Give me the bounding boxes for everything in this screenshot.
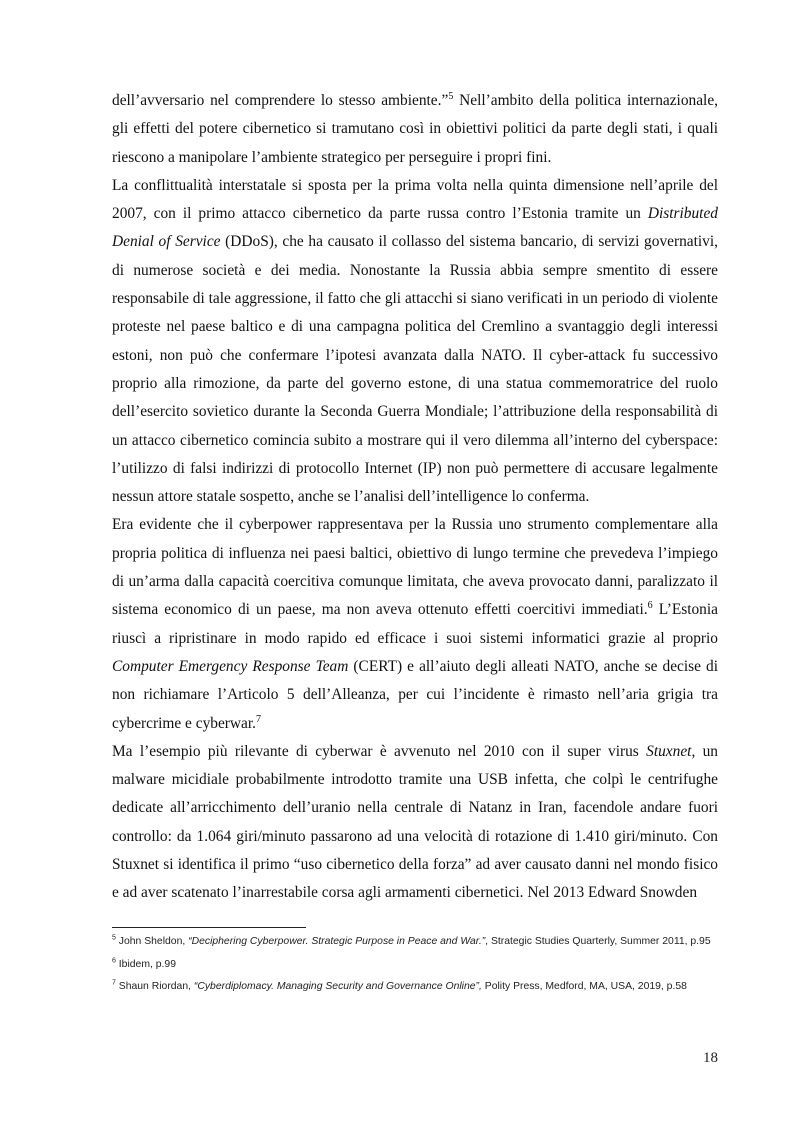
italic-text: “Deciphering Cyberpower. Strategic Purpose in Peace and War.” [188, 936, 486, 947]
italic-text: Stuxnet [646, 742, 692, 760]
footnote [112, 935, 718, 950]
text-run: Era evidente che il cyberpower rappresentava per la Russia uno strumento complementare alla propria politica di influenza nei paesi baltici, obiettivo di lungo termine che prevedeva l’impiego di un’arma dalla capacità coercitiva comunque limitata, che aveva provocato danni, paralizzato il sistema economico di un paese, ma non aveva ottenuto effetti coercitivi immediati. [112, 516, 718, 619]
footnote-marker: 5 [112, 934, 116, 942]
footnote-separator [112, 927, 306, 928]
paragraph [112, 738, 718, 908]
text-run: (CERT) e all’aiuto degli alleati NATO, anche se decise di non richiamare l’Articolo 5 dell’Alleanza, per cui l’incidente è rimasto nell’aria grigia tra cybercrime e cyberwar. [112, 657, 719, 732]
footnote-marker: 7 [112, 979, 116, 987]
paragraph [112, 172, 718, 512]
italic-text: “Cyberdiplomacy. Managing Security and Governance Online”, [193, 981, 482, 992]
text-run: La conflittualità interstatale si sposta per la prima volta nella quinta dimensione nell’aprile del 2007, con il primo attacco cibernetico da parte russa contro l’Estonia tramite un [112, 176, 718, 223]
paragraph [112, 511, 718, 737]
footnote [112, 980, 718, 995]
footnote-marker: 6 [112, 957, 116, 965]
text-run: (DDoS), che ha causato il collasso del sistema bancario, di servizi governativi, di numerose società e dei media. Nonostante la Russia abbia sempre smentito di essere responsabile di tale aggressione, il fatto che gli attacchi si siano verificati in un periodo di violente proteste nel paese baltico e di una campagna politica del Cremlino a svantaggio degli interessi estoni, non può che confermare l’ipotesi avanzata dalla NATO. Il cyber-attack fu successivo proprio alla rimozione, da parte del governo estone, di una statua commemoratrice del ruolo dell’esercito sovietico durante la Seconda Guerra Mondiale; l’attribuzione della responsabilità di un attacco cibernetico comincia subito a mostrare qui il vero dilemma all’interno del cyberspace: l’utilizzo di falsi indirizzi di protocollo Internet (IP) non può permettere di accusare legalmente nessun attore statale sospetto, anche se l’analisi dell’intelligence lo conferma. [112, 233, 718, 506]
footnote-marker: 7 [256, 713, 261, 725]
body-text [112, 87, 718, 908]
text-run: , Strategic Studies Quarterly, Summer 2011, p.95 [485, 936, 711, 947]
text-run: Polity Press, Medford, MA, USA, 2019, p.58 [481, 981, 687, 992]
text-run: Shaun Riordan, [115, 981, 194, 992]
text-run: L’Estonia riuscì a ripristinare in modo rapido ed efficace i suoi sistemi informatici grazie al proprio [112, 601, 718, 647]
page-number: 18 [703, 1050, 718, 1066]
italic-text: Computer Emergency Response Team [112, 657, 349, 675]
footnote [112, 958, 718, 973]
text-run: Nell’ambito della politica internazionale, gli effetti del potere cibernetico si tramutano così in obiettivi politici da parte degli stati, i quali riescono a manipolare l’ambiente strategico per perseguire i propri fini. [112, 92, 718, 166]
text-run: John Sheldon, [115, 936, 189, 947]
footnote-marker: 6 [647, 600, 653, 612]
text-run: Ma l’esempio più rilevante di cyberwar è avvenuto nel 2010 con il super virus [112, 742, 647, 760]
italic-text: Distributed Denial of Service [112, 205, 718, 251]
text-run: Ibidem, p.99 [115, 958, 176, 970]
footnotes [112, 935, 718, 1003]
text-run: , un malware micidiale probabilmente introdotto tramite una USB infetta, che colpì le centrifughe dedicate all’arricchimento dell’uranio nella centrale di Natanz in Iran, facendole andare fuori controllo: da 1.064 giri/minuto passarono ad una velocità di rotazione di 1.410 giri/minuto. Con Stuxnet si identifica il primo “uso cibernetico della forza” ad aver causato danni nel mondo fisico e ad aver scatenato l’inarrestabile corsa agli armamenti cibernetici. Nel 2013 Edward Snowden [112, 742, 718, 902]
paragraph [112, 87, 718, 172]
text-run: dell’avversario nel comprendere lo stesso ambiente.” [112, 92, 449, 109]
footnote-marker: 5 [448, 90, 454, 102]
